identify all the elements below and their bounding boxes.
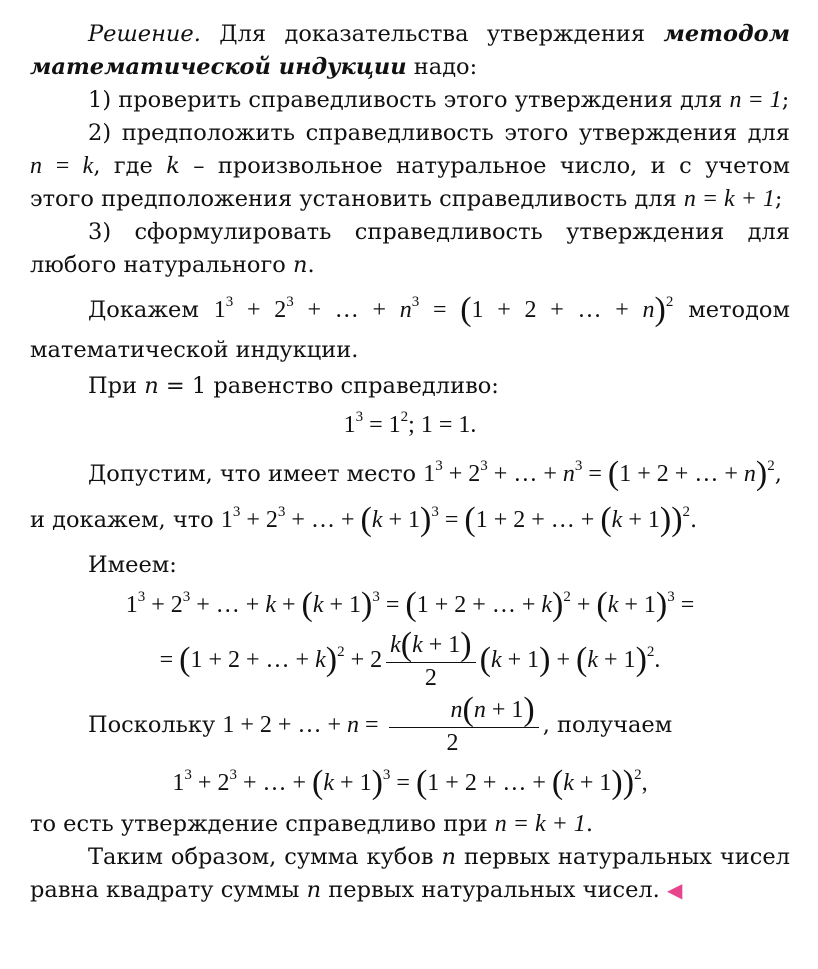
- formula-gauss-sum: 1 + 2 + … + n = $\frac{n(n + 1)}{2}$: [222, 712, 542, 738]
- step-2: 2) предположить справедливость этого утверждения для n = k, где k – произвольное натуральное число, и с учетом этого предположения установить справедливость для n = k + 1;: [30, 120, 790, 212]
- conclusion: то есть утверждение справедливо при n = k + 1.: [30, 810, 593, 837]
- intro-paragraph: Решение. Для доказательства утверждения методом математической индукции надо:: [30, 21, 790, 80]
- have-label: Имеем:: [88, 552, 177, 578]
- base-case: При n = 1 равенство справедливо:: [88, 373, 499, 399]
- to-prove: и докажем, что $1^3 + 2^3$ + … + $(k + 1)^3 = (1 + 2$ + … + (k + 1))$^2$.: [30, 501, 698, 538]
- solution-label: Решение.: [88, 21, 201, 47]
- derivation-line-2: = (1 + 2 + … + k)$^2$ + 2 $\frac{k(k + 1)}{2}$ $(k + 1) + (k + 1)^2$.: [159, 625, 661, 691]
- result-formula: $1^3 + 2^3$ + … + $(k + 1)^3 = (1 + 2$ + … + (k + 1))$^2$,: [172, 763, 648, 801]
- assumption: Допустим, что имеет место $1^3 + 2^3$ + … + $n^3 = (1 + 2$ + … + n)$^2$,: [88, 455, 782, 492]
- formula-sum-cubes: $1^3 + 2^3$ + … + $n^3 = (1 + 2$ + … + n)$^2$: [213, 291, 674, 328]
- step-3: 3) сформулировать справедливость утверждения для любого натурального n.: [30, 219, 790, 278]
- prove-statement: Докажем $1^3 + 2^3$ + … + $n^3 = (1 + 2$ + … + n)$^2$ методом математической индукции.: [30, 291, 790, 363]
- method-emphasis: методом математической индукции: [30, 21, 790, 80]
- final-statement: Таким образом, сумма кубов n первых натуральных чисел равна квадрату суммы n первых натуральных чисел. ◀: [30, 843, 790, 903]
- base-formula: $1^3 = 1^2$; 1 = 1.: [343, 409, 477, 438]
- formula-assumption: $1^3 + 2^3$ + … + $n^3 = (1 + 2$ + … + n)$^2$: [423, 455, 775, 492]
- since-statement: Поскольку 1 + 2 + … + n = $\frac{n(n + 1)}{2}$ , получаем: [88, 690, 673, 756]
- formula-goal: $1^3 + 2^3$ + … + $(k + 1)^3 = (1 + 2$ + … + (k + 1))$^2$: [220, 501, 691, 538]
- end-marker-icon: ◀: [666, 877, 683, 902]
- step-1: 1) проверить справедливость этого утверждения для n = 1;: [88, 87, 790, 113]
- derivation-line-1: $1^3 + 2^3$ + … + $k + (k + 1)^3 = (1 + 2$ + … + $k)^2 + (k + 1)^3$ =: [125, 586, 695, 623]
